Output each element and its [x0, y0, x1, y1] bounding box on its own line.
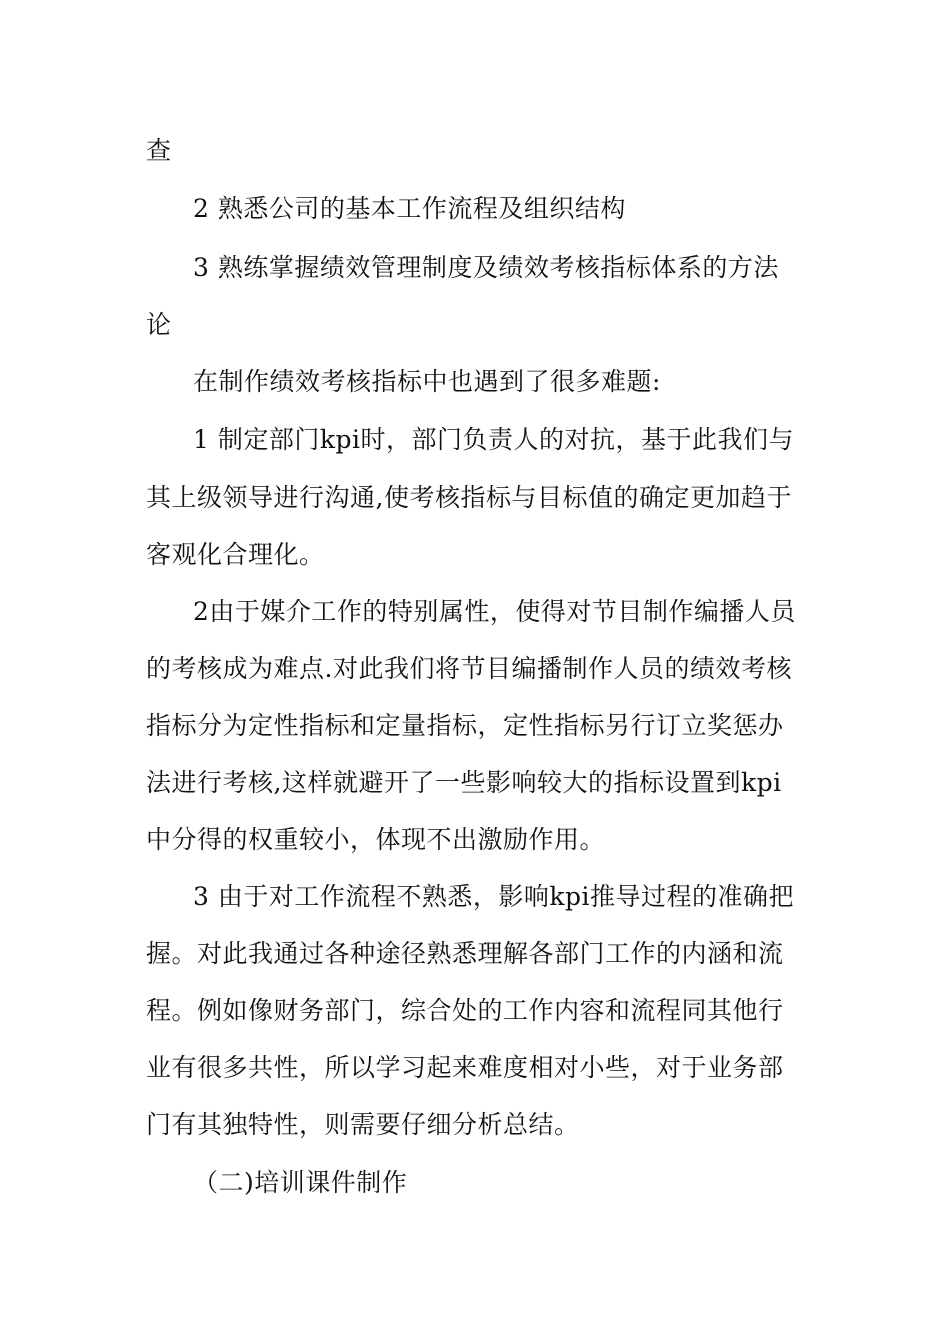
paragraph-3-line-3: 程。例如像财务部门，综合处的工作内容和流程同其他行 [146, 996, 784, 1025]
text-line: 查 [146, 136, 172, 165]
paragraph-2-line-2: 的考核成为难点.对此我们将节目编播制作人员的绩效考核 [146, 654, 792, 683]
paragraph-3-line-2: 握。对此我通过各种途径熟悉理解各部门工作的内涵和流 [146, 939, 784, 968]
paragraph-2-line-5: 中分得的权重较小，体现不出激励作用。 [146, 825, 606, 854]
paragraph-2-line-1: 2由于媒介工作的特别属性，使得对节目制作编播人员 [193, 597, 796, 626]
list-item-2: 2 熟悉公司的基本工作流程及组织结构 [193, 194, 626, 223]
paragraph-1-line-1: 1 制定部门kpi时，部门负责人的对抗，基于此我们与 [193, 425, 795, 454]
paragraph-3-line-1: 3 由于对工作流程不熟悉，影响kpi推导过程的准确把 [193, 882, 795, 911]
list-item-3: 3 熟练掌握绩效管理制度及绩效考核指标体系的方法 [193, 253, 779, 282]
paragraph-3-line-5: 门有其独特性，则需要仔细分析总结。 [146, 1110, 580, 1139]
paragraph-2-line-4: 法进行考核,这样就避开了一些影响较大的指标设置到kpi [146, 768, 782, 797]
paragraph-2-line-3: 指标分为定性指标和定量指标，定性指标另行订立奖惩办 [146, 711, 784, 740]
paragraph-1-line-2: 其上级领导进行沟通,使考核指标与目标值的确定更加趋于 [146, 483, 792, 512]
paragraph-1-line-3: 客观化合理化。 [146, 540, 325, 569]
text-line: 论 [146, 310, 172, 339]
paragraph-3-line-4: 业有很多共性，所以学习起来难度相对小些，对于业务部 [146, 1053, 784, 1082]
paragraph-intro: 在制作绩效考核指标中也遇到了很多难题: [193, 367, 661, 396]
section-heading: （二)培训课件制作 [193, 1168, 408, 1197]
